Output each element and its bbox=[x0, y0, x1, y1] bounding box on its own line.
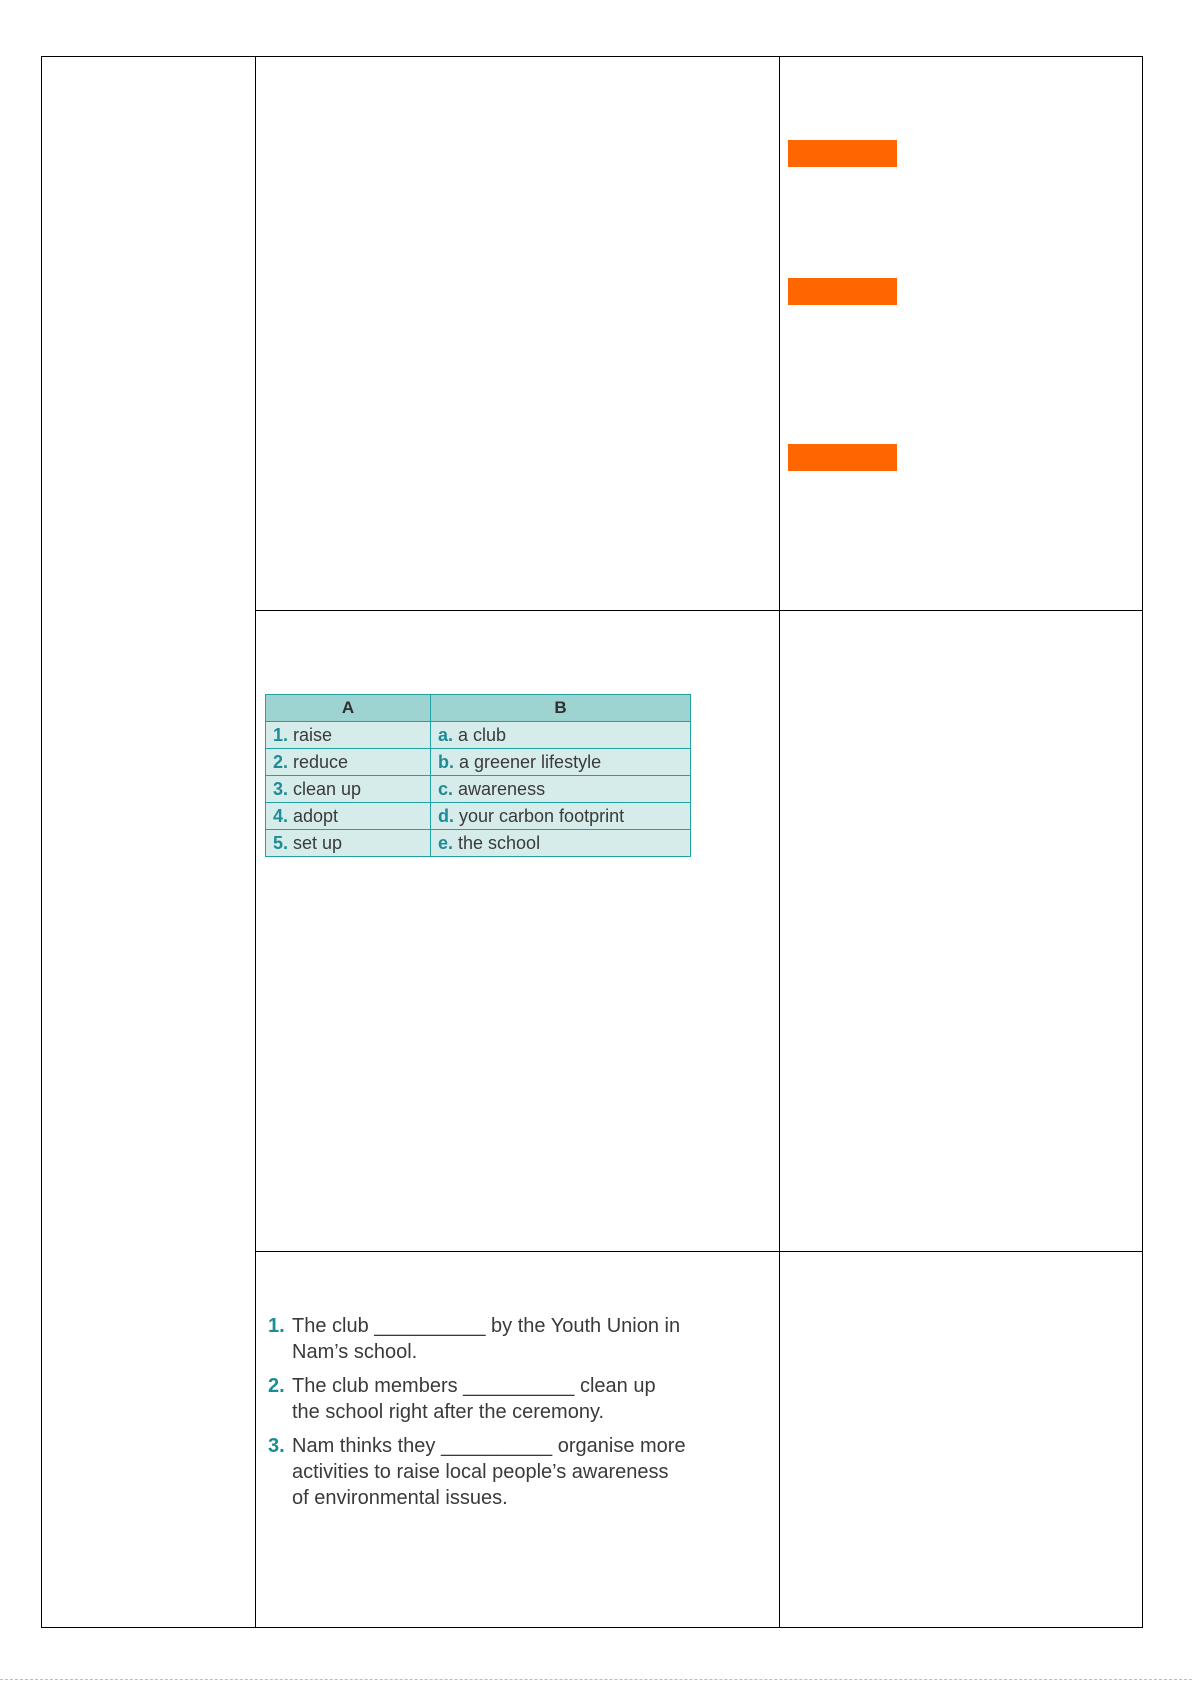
item-number: 3. bbox=[273, 778, 289, 799]
sentence-text: Nam thinks they __________ organise more activities to raise local people’s awareness of environmental issues. bbox=[292, 1435, 686, 1509]
column-divider-1 bbox=[255, 56, 256, 1628]
table-row bbox=[266, 722, 691, 749]
column-a-header: A bbox=[266, 695, 431, 722]
orange-highlight-bar-2 bbox=[788, 278, 897, 305]
sentence-number: 3. bbox=[268, 1435, 285, 1457]
item-letter: e. bbox=[438, 832, 454, 853]
item-text: raise bbox=[293, 724, 333, 745]
item-letter: c. bbox=[438, 778, 454, 799]
cell-a bbox=[266, 830, 431, 857]
list-item bbox=[268, 1373, 688, 1425]
cell-a bbox=[266, 722, 431, 749]
item-text: a club bbox=[458, 724, 507, 745]
matching-table bbox=[265, 694, 691, 857]
table-row bbox=[266, 749, 691, 776]
cell-a bbox=[266, 749, 431, 776]
table-row bbox=[266, 803, 691, 830]
cell-a bbox=[266, 803, 431, 830]
column-divider-2 bbox=[779, 56, 780, 1628]
column-b-header: B bbox=[431, 695, 691, 722]
cell-b bbox=[431, 803, 691, 830]
cell-b bbox=[431, 830, 691, 857]
table-row bbox=[266, 830, 691, 857]
item-text: reduce bbox=[293, 751, 349, 772]
item-text: set up bbox=[293, 832, 343, 853]
item-text: adopt bbox=[293, 805, 339, 826]
sentence-text: The club members __________ clean up the school right after the ceremony. bbox=[292, 1375, 656, 1423]
item-number: 1. bbox=[273, 724, 289, 745]
sentence-number: 2. bbox=[268, 1375, 285, 1397]
list-item bbox=[268, 1313, 688, 1365]
sentence-number: 1. bbox=[268, 1315, 285, 1337]
item-text: your carbon footprint bbox=[459, 805, 625, 826]
item-letter: b. bbox=[438, 751, 454, 772]
cell-b bbox=[431, 776, 691, 803]
item-letter: d. bbox=[438, 805, 454, 826]
item-text: awareness bbox=[458, 778, 546, 799]
item-text: clean up bbox=[293, 778, 362, 799]
item-text: the school bbox=[458, 832, 541, 853]
item-number: 2. bbox=[273, 751, 289, 772]
item-text: a greener lifestyle bbox=[459, 751, 602, 772]
page-bottom-rule bbox=[0, 1679, 1192, 1680]
cell-b bbox=[431, 722, 691, 749]
row-divider-1 bbox=[255, 610, 1143, 611]
sentence-completion-list bbox=[268, 1313, 688, 1519]
sentence-text: The club __________ by the Youth Union in Nam’s school. bbox=[292, 1315, 681, 1363]
list-item bbox=[268, 1433, 688, 1511]
orange-highlight-bar-3 bbox=[788, 444, 897, 471]
orange-highlight-bar-1 bbox=[788, 140, 897, 167]
table-row bbox=[266, 776, 691, 803]
item-number: 5. bbox=[273, 832, 289, 853]
matching-table-header bbox=[266, 695, 691, 722]
item-letter: a. bbox=[438, 724, 454, 745]
cell-b bbox=[431, 749, 691, 776]
row-divider-2 bbox=[255, 1251, 1143, 1252]
item-number: 4. bbox=[273, 805, 289, 826]
cell-a bbox=[266, 776, 431, 803]
